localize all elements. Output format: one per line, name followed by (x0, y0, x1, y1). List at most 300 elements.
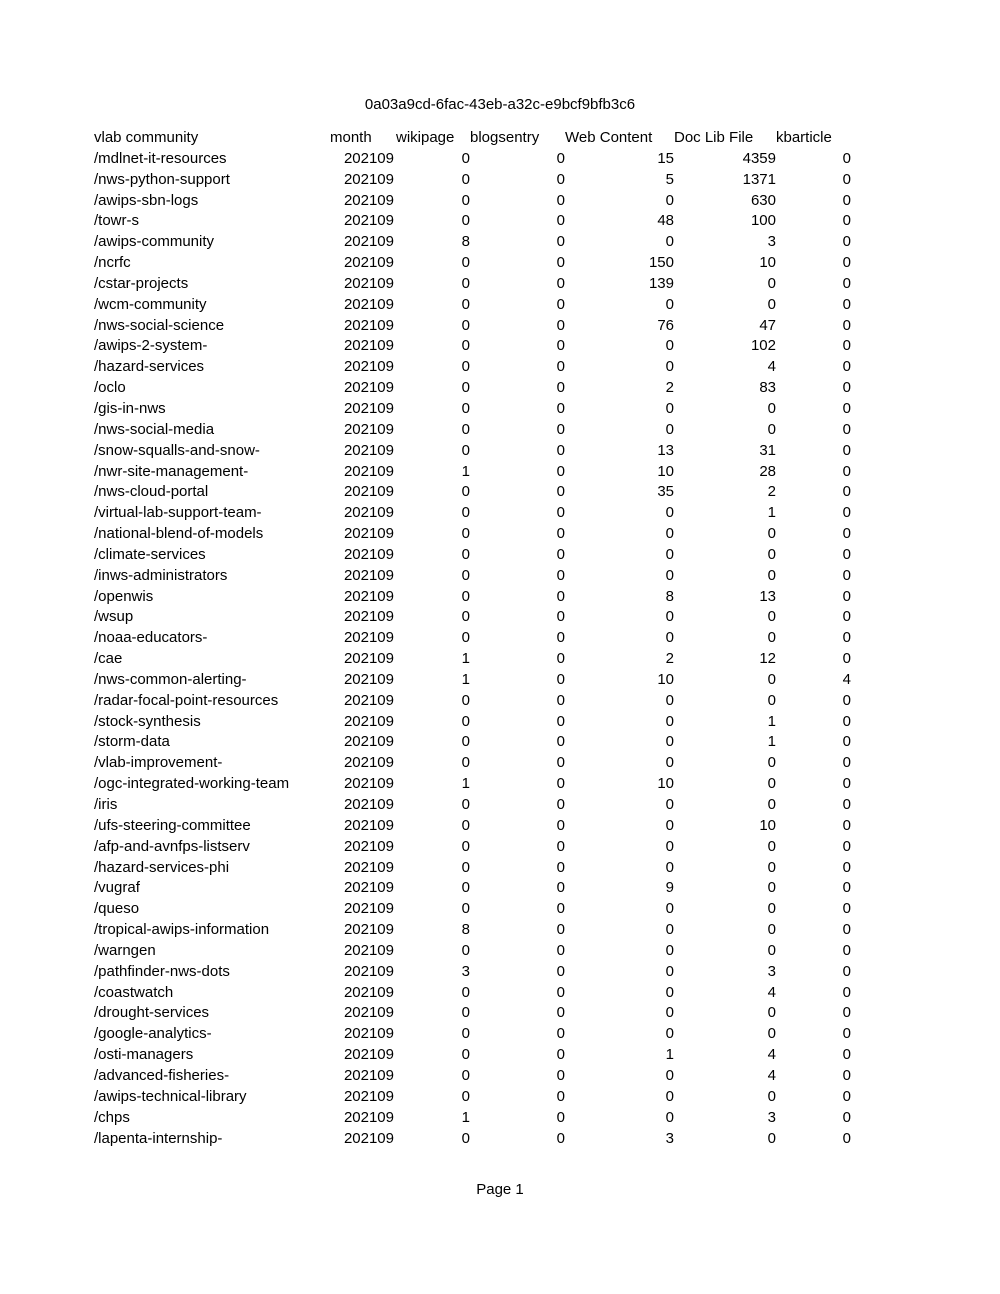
community-cell: /openwis (94, 587, 154, 605)
doc-lib-file-cell: 0 (767, 608, 776, 626)
blogsentry-cell: 0 (556, 608, 565, 626)
doc-lib-file-cell: 10 (759, 254, 776, 272)
doc-lib-file-cell: 0 (767, 670, 776, 688)
doc-lib-file-cell: 0 (767, 1004, 776, 1022)
web-content-cell: 10 (657, 670, 674, 688)
community-cell: /awips-technical-library (94, 1087, 247, 1105)
doc-lib-file-cell: 0 (767, 525, 776, 543)
doc-lib-file-cell: 630 (750, 191, 776, 209)
community-cell: /nws-cloud-portal (94, 483, 209, 501)
blogsentry-cell: 0 (556, 316, 565, 334)
community-cell: /snow-squalls-and-snow- (94, 441, 260, 459)
kbarticle-cell: 0 (842, 733, 851, 751)
doc-lib-file-cell: 102 (750, 337, 776, 355)
kbarticle-cell: 0 (842, 921, 851, 939)
web-content-cell: 0 (665, 837, 674, 855)
table-row (90, 670, 851, 691)
kbarticle-cell: 0 (842, 962, 851, 980)
community-cell: /warngen (94, 941, 156, 959)
kbarticle-cell: 0 (842, 691, 851, 709)
kbarticle-cell: 0 (842, 1066, 851, 1084)
doc-lib-file-cell: 4 (767, 1046, 776, 1064)
wikipage-cell: 0 (461, 754, 470, 772)
kbarticle-cell: 0 (842, 504, 851, 522)
table-row (90, 316, 851, 337)
doc-lib-file-cell: 2 (767, 483, 776, 501)
community-cell: /iris (94, 796, 118, 813)
web-content-cell: 0 (665, 983, 674, 1001)
wikipage-cell: 0 (461, 900, 470, 918)
month-cell: 202109 (343, 879, 394, 897)
table-row (90, 1024, 851, 1045)
community-cell: /nws-social-science (94, 316, 225, 334)
wikipage-cell: 0 (461, 941, 470, 959)
doc-lib-file-cell: 0 (767, 879, 776, 897)
community-cell: /advanced-fisheries- (94, 1066, 230, 1084)
wikipage-cell: 8 (461, 921, 470, 939)
web-content-cell: 35 (657, 483, 674, 501)
community-cell: /nws-common-alerting- (94, 670, 247, 688)
doc-lib-file-cell: 0 (767, 566, 776, 584)
doc-lib-file-cell: 1 (767, 733, 776, 751)
wikipage-cell: 0 (461, 525, 470, 543)
kbarticle-cell: 0 (842, 149, 851, 167)
wikipage-cell: 0 (461, 483, 470, 501)
wikipage-cell: 0 (461, 566, 470, 584)
kbarticle-cell: 0 (842, 399, 851, 417)
web-content-cell: 0 (665, 1004, 674, 1022)
blogsentry-cell: 0 (556, 712, 565, 730)
kbarticle-cell: 0 (842, 587, 851, 605)
month-cell: 202109 (343, 358, 394, 376)
community-cell: /national-blend-of-models (94, 525, 264, 543)
kbarticle-cell: 0 (842, 483, 851, 501)
month-cell: 202109 (343, 691, 394, 709)
wikipage-cell: 0 (461, 337, 470, 355)
blogsentry-cell: 0 (556, 379, 565, 397)
page-number: Page 1 (476, 1181, 524, 1198)
month-cell: 202109 (343, 983, 394, 1001)
table-row (90, 503, 851, 524)
blogsentry-cell: 0 (556, 650, 565, 668)
table-row (90, 420, 851, 441)
month-cell: 202109 (343, 921, 394, 939)
web-content-cell: 0 (665, 733, 674, 751)
doc-lib-file-cell: 0 (767, 691, 776, 709)
kbarticle-cell: 0 (842, 1087, 851, 1105)
kbarticle-cell: 0 (842, 1046, 851, 1064)
web-content-cell: 5 (665, 170, 674, 188)
wikipage-cell: 1 (461, 775, 470, 793)
table-row (90, 649, 851, 670)
column-header-web-content: Web Content (565, 129, 653, 146)
doc-lib-file-cell: 0 (767, 775, 776, 793)
kbarticle-cell: 0 (842, 1025, 851, 1043)
community-report-table (90, 128, 851, 1149)
wikipage-cell: 0 (461, 1087, 470, 1105)
web-content-cell: 0 (665, 1025, 674, 1043)
community-cell: /towr-s (94, 212, 139, 230)
blogsentry-cell: 0 (556, 212, 565, 230)
kbarticle-cell: 0 (842, 316, 851, 334)
web-content-cell: 0 (665, 358, 674, 376)
blogsentry-cell: 0 (556, 233, 565, 251)
month-cell: 202109 (343, 233, 394, 251)
doc-lib-file-cell: 4359 (742, 149, 776, 167)
table-row (90, 941, 851, 962)
kbarticle-cell: 0 (842, 712, 851, 730)
kbarticle-cell: 0 (842, 1108, 851, 1126)
doc-lib-file-cell: 4 (767, 983, 776, 1001)
kbarticle-cell: 0 (842, 295, 851, 313)
community-cell: /cae (94, 650, 123, 668)
kbarticle-cell: 0 (842, 650, 851, 668)
wikipage-cell: 0 (461, 504, 470, 522)
month-cell: 202109 (343, 149, 394, 167)
community-cell: /lapenta-internship- (94, 1129, 223, 1147)
blogsentry-cell: 0 (556, 254, 565, 272)
web-content-cell: 0 (665, 608, 674, 626)
table-row (90, 211, 851, 232)
month-cell: 202109 (343, 504, 394, 522)
month-cell: 202109 (343, 545, 394, 563)
blogsentry-cell: 0 (556, 545, 565, 563)
month-cell: 202109 (343, 1129, 394, 1147)
month-cell: 202109 (343, 670, 394, 688)
community-cell: /storm-data (94, 733, 170, 751)
web-content-cell: 10 (657, 775, 674, 793)
community-cell: /stock-synthesis (94, 712, 201, 730)
table-row (90, 962, 851, 983)
table-row (90, 232, 851, 253)
kbarticle-cell: 0 (842, 566, 851, 584)
month-cell: 202109 (343, 170, 394, 188)
doc-lib-file-cell: 0 (767, 837, 776, 855)
community-cell: /hazard-services (94, 358, 205, 376)
wikipage-cell: 0 (461, 170, 470, 188)
wikipage-cell: 0 (461, 545, 470, 563)
wikipage-cell: 3 (461, 962, 470, 980)
wikipage-cell: 0 (461, 1046, 470, 1064)
kbarticle-cell: 0 (842, 816, 851, 834)
doc-lib-file-cell: 4 (767, 358, 776, 376)
wikipage-cell: 0 (461, 295, 470, 313)
table-row (90, 878, 851, 899)
community-cell: /virtual-lab-support-team- (94, 504, 262, 522)
community-cell: /osti-managers (94, 1046, 194, 1064)
table-row (90, 837, 851, 858)
column-header-blogsentry: blogsentry (470, 129, 540, 146)
blogsentry-cell: 0 (556, 149, 565, 167)
month-cell: 202109 (343, 420, 394, 438)
month-cell: 202109 (343, 796, 394, 813)
blogsentry-cell: 0 (556, 983, 565, 1001)
blogsentry-cell: 0 (556, 1108, 565, 1126)
table-row (90, 399, 851, 420)
community-cell: /nwr-site-management- (94, 462, 249, 480)
doc-lib-file-cell: 28 (759, 462, 776, 480)
kbarticle-cell: 0 (842, 608, 851, 626)
month-cell: 202109 (343, 754, 394, 772)
wikipage-cell: 0 (461, 879, 470, 897)
web-content-cell: 13 (657, 441, 674, 459)
community-cell: /radar-focal-point-resources (94, 691, 279, 709)
table-row (90, 462, 851, 483)
month-cell: 202109 (343, 1004, 394, 1022)
kbarticle-cell: 0 (842, 420, 851, 438)
wikipage-cell: 0 (461, 837, 470, 855)
web-content-cell: 0 (665, 295, 674, 313)
wikipage-cell: 0 (461, 358, 470, 376)
table-row (90, 628, 851, 649)
blogsentry-cell: 0 (556, 191, 565, 209)
web-content-cell: 0 (665, 337, 674, 355)
table-row (90, 1129, 851, 1150)
table-body (90, 149, 851, 1150)
community-cell: /nws-python-support (94, 170, 230, 188)
kbarticle-cell: 0 (842, 754, 851, 772)
month-cell: 202109 (343, 1025, 394, 1043)
kbarticle-cell: 0 (842, 274, 851, 292)
web-content-cell: 0 (665, 525, 674, 543)
table-row (90, 1087, 851, 1108)
doc-lib-file-cell: 0 (767, 629, 776, 647)
month-cell: 202109 (343, 462, 394, 480)
table-row (90, 587, 851, 608)
table-row (90, 357, 851, 378)
month-cell: 202109 (343, 816, 394, 834)
blogsentry-cell: 0 (556, 941, 565, 959)
community-cell: /inws-administrators (94, 566, 228, 584)
table-row (90, 1003, 851, 1024)
doc-lib-file-cell: 0 (767, 274, 776, 292)
community-cell: /afp-and-avnfps-listserv (94, 837, 250, 855)
doc-lib-file-cell: 0 (767, 1087, 776, 1105)
doc-lib-file-cell: 0 (767, 295, 776, 313)
month-cell: 202109 (343, 295, 394, 313)
blogsentry-cell: 0 (556, 858, 565, 876)
wikipage-cell: 0 (461, 420, 470, 438)
wikipage-cell: 0 (461, 316, 470, 334)
community-cell: /nws-social-media (94, 420, 215, 438)
month-cell: 202109 (343, 441, 394, 459)
doc-lib-file-cell: 47 (759, 316, 776, 334)
web-content-cell: 15 (657, 149, 674, 167)
kbarticle-cell: 0 (842, 1004, 851, 1022)
doc-lib-file-cell: 0 (767, 921, 776, 939)
wikipage-cell: 0 (461, 1066, 470, 1084)
blogsentry-cell: 0 (556, 1087, 565, 1105)
community-cell: /ogc-integrated-working-team (94, 775, 290, 793)
blogsentry-cell: 0 (556, 1066, 565, 1084)
wikipage-cell: 0 (461, 629, 470, 647)
month-cell: 202109 (343, 712, 394, 730)
wikipage-cell: 0 (461, 399, 470, 417)
community-cell: /gis-in-nws (94, 399, 166, 417)
web-content-cell: 3 (665, 1129, 674, 1147)
table-row (90, 378, 851, 399)
blogsentry-cell: 0 (556, 691, 565, 709)
kbarticle-cell: 0 (842, 233, 851, 251)
blogsentry-cell: 0 (556, 921, 565, 939)
kbarticle-cell: 0 (842, 900, 851, 918)
blogsentry-cell: 0 (556, 900, 565, 918)
doc-lib-file-cell: 0 (767, 1129, 776, 1147)
blogsentry-cell: 0 (556, 274, 565, 292)
doc-lib-file-cell: 31 (759, 441, 776, 459)
month-cell: 202109 (343, 525, 394, 543)
community-cell: /google-analytics- (94, 1025, 212, 1043)
web-content-cell: 0 (665, 796, 674, 813)
blogsentry-cell: 0 (556, 504, 565, 522)
wikipage-cell: 0 (461, 816, 470, 834)
wikipage-cell: 0 (461, 379, 470, 397)
document-header: 0a03a9cd-6fac-43eb-a32c-e9bcf9bfb3c6 (364, 96, 636, 113)
blogsentry-cell: 0 (556, 525, 565, 543)
wikipage-cell: 0 (461, 1129, 470, 1147)
wikipage-cell: 0 (461, 441, 470, 459)
web-content-cell: 0 (665, 399, 674, 417)
community-cell: /vlab-improvement- (94, 754, 223, 772)
month-cell: 202109 (343, 1046, 394, 1064)
web-content-cell: 150 (648, 254, 674, 272)
column-header-month: month (330, 129, 372, 146)
wikipage-cell: 0 (461, 149, 470, 167)
doc-lib-file-cell: 1 (767, 504, 776, 522)
month-cell: 202109 (343, 1108, 394, 1126)
community-cell: /wcm-community (94, 295, 207, 313)
doc-lib-file-cell: 100 (750, 212, 776, 230)
community-cell: /vugraf (94, 879, 140, 897)
month-cell: 202109 (343, 733, 394, 751)
wikipage-cell: 0 (461, 608, 470, 626)
table-row (90, 795, 851, 816)
blogsentry-cell: 0 (556, 796, 565, 813)
wikipage-cell: 0 (461, 691, 470, 709)
month-cell: 202109 (343, 1066, 394, 1084)
community-cell: /climate-services (94, 545, 206, 563)
month-cell: 202109 (343, 566, 394, 584)
web-content-cell: 48 (657, 212, 674, 230)
web-content-cell: 0 (665, 1108, 674, 1126)
blogsentry-cell: 0 (556, 962, 565, 980)
community-cell: /mdlnet-it-resources (94, 149, 227, 167)
wikipage-cell: 0 (461, 796, 470, 813)
table-row (90, 691, 851, 712)
kbarticle-cell: 0 (842, 254, 851, 272)
month-cell: 202109 (343, 254, 394, 272)
table-row (90, 1045, 851, 1066)
blogsentry-cell: 0 (556, 295, 565, 313)
doc-lib-file-cell: 0 (767, 1025, 776, 1043)
blogsentry-cell: 0 (556, 816, 565, 834)
column-header-community: vlab community (94, 129, 199, 146)
community-cell: /tropical-awips-information (94, 921, 270, 939)
wikipage-cell: 1 (461, 650, 470, 668)
wikipage-cell: 0 (461, 983, 470, 1001)
blogsentry-cell: 0 (556, 837, 565, 855)
doc-lib-file-cell: 0 (767, 858, 776, 876)
blogsentry-cell: 0 (556, 1129, 565, 1147)
kbarticle-cell: 0 (842, 379, 851, 397)
blogsentry-cell: 0 (556, 775, 565, 793)
table-row (90, 816, 851, 837)
blogsentry-cell: 0 (556, 1046, 565, 1064)
month-cell: 202109 (343, 212, 394, 230)
month-cell: 202109 (343, 399, 394, 417)
blogsentry-cell: 0 (556, 462, 565, 480)
community-cell: /hazard-services-phi (94, 858, 230, 876)
kbarticle-cell: 0 (842, 837, 851, 855)
wikipage-cell: 0 (461, 1025, 470, 1043)
month-cell: 202109 (343, 900, 394, 918)
table-row (90, 1066, 851, 1087)
wikipage-cell: 0 (461, 212, 470, 230)
web-content-cell: 0 (665, 233, 674, 251)
doc-lib-file-cell: 3 (767, 962, 776, 980)
wikipage-cell: 0 (461, 712, 470, 730)
doc-lib-file-cell: 0 (767, 399, 776, 417)
web-content-cell: 0 (665, 566, 674, 584)
web-content-cell: 0 (665, 504, 674, 522)
blogsentry-cell: 0 (556, 1025, 565, 1043)
web-content-cell: 9 (665, 879, 674, 897)
web-content-cell: 0 (665, 691, 674, 709)
table-row (90, 295, 851, 316)
month-cell: 202109 (343, 483, 394, 501)
community-cell: /chps (94, 1108, 130, 1126)
kbarticle-cell: 0 (842, 462, 851, 480)
doc-lib-file-cell: 3 (767, 1108, 776, 1126)
blogsentry-cell: 0 (556, 670, 565, 688)
table-row (90, 920, 851, 941)
web-content-cell: 0 (665, 858, 674, 876)
blogsentry-cell: 0 (556, 441, 565, 459)
community-cell: /drought-services (94, 1004, 210, 1022)
kbarticle-cell: 0 (842, 941, 851, 959)
doc-lib-file-cell: 0 (767, 545, 776, 563)
month-cell: 202109 (343, 274, 394, 292)
community-cell: /awips-2-system- (94, 337, 208, 355)
blogsentry-cell: 0 (556, 337, 565, 355)
column-header-wikipage: wikipage (396, 129, 455, 146)
community-cell: /awips-community (94, 233, 215, 251)
blogsentry-cell: 0 (556, 754, 565, 772)
kbarticle-cell: 0 (842, 337, 851, 355)
table-row (90, 983, 851, 1004)
month-cell: 202109 (343, 316, 394, 334)
web-content-cell: 2 (665, 650, 674, 668)
table-row (90, 441, 851, 462)
table-row (90, 753, 851, 774)
web-content-cell: 0 (665, 1087, 674, 1105)
month-cell: 202109 (343, 337, 394, 355)
community-cell: /ufs-steering-committee (94, 816, 251, 834)
blogsentry-cell: 0 (556, 587, 565, 605)
kbarticle-cell: 0 (842, 212, 851, 230)
doc-lib-file-cell: 3 (767, 233, 776, 251)
web-content-cell: 0 (665, 816, 674, 834)
blogsentry-cell: 0 (556, 629, 565, 647)
blogsentry-cell: 0 (556, 358, 565, 376)
blogsentry-cell: 0 (556, 399, 565, 417)
table-row (90, 858, 851, 879)
web-content-cell: 0 (665, 712, 674, 730)
kbarticle-cell: 4 (842, 670, 851, 688)
doc-lib-file-cell: 83 (759, 379, 776, 397)
web-content-cell: 0 (665, 1066, 674, 1084)
community-cell: /awips-sbn-logs (94, 191, 199, 209)
